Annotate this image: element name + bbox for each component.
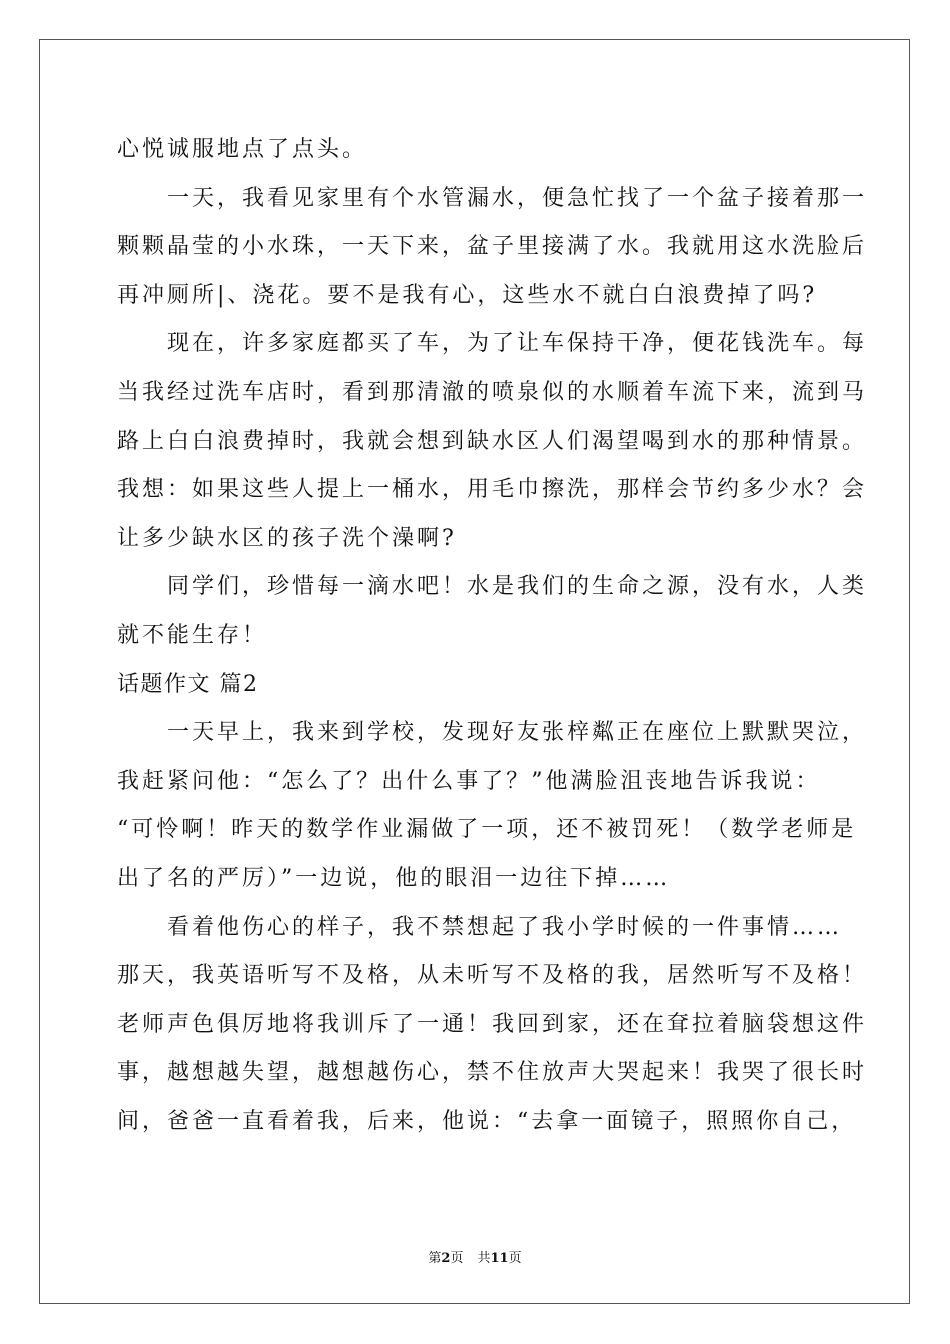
paragraph-start: 看着他伤心的样子，我不禁想起了我小学时候的一件事情…… bbox=[167, 914, 843, 940]
paragraph-start: 同学们，珍惜每一滴水吧！水是我们的生命之源，没有水，人类 bbox=[167, 574, 868, 600]
total-prefix: 共 bbox=[477, 1251, 491, 1266]
page-suffix: 页 bbox=[450, 1251, 464, 1266]
page-footer bbox=[0, 1247, 950, 1266]
text-line: 老师声色俱厉地将我训斥了一通！我回到家，还在耷拉着脑袋想这件 bbox=[117, 1011, 868, 1037]
text-line: 当我经过洗车店时，看到那清澈的喷泉似的水顺着车流下来，流到马 bbox=[117, 379, 868, 405]
text-line: 间，爸爸一直看着我，后来，他说：“去拿一面镜子，照照你自己， bbox=[117, 1108, 857, 1134]
text-line: 我赶紧问他：“怎么了？出什么事了？”他满脸沮丧地告诉我说： bbox=[117, 768, 821, 794]
section-heading: 话题作文 篇2 bbox=[117, 671, 259, 697]
text-line: 再冲厕所|、浇花。要不是我有心，这些水不就白白浪费掉了吗? bbox=[117, 282, 818, 308]
text-line: 事，越想越失望，越想越伤心，禁不住放声大哭起来！我哭了很长时 bbox=[117, 1060, 868, 1086]
text-line: 心悦诚服地点了点头。 bbox=[117, 137, 368, 162]
text-line: “可怜啊！昨天的数学作业漏做了一项，还不被罚死！（数学老师是 bbox=[117, 817, 857, 843]
total-pages: 11 bbox=[490, 1251, 509, 1266]
text-line: 颗颗晶莹的小水珠，一天下来，盆子里接满了水。我就用这水洗脸后 bbox=[117, 234, 868, 260]
paragraph-start: 现在，许多家庭都买了车，为了让车保持干净，便花钱洗车。每 bbox=[167, 331, 868, 357]
page-number: 2 bbox=[441, 1251, 451, 1266]
paragraph-start: 一天早上，我来到学校，发现好友张梓粼正在座位上默默哭泣， bbox=[167, 720, 868, 746]
text-line: 让多少缺水区的孩子洗个澡啊? bbox=[117, 525, 457, 551]
text-line: 那天，我英语听写不及格，从未听写不及格的我，居然听写不及格！ bbox=[117, 963, 868, 989]
text-line: 路上白白浪费掉时，我就会想到缺水区人们渴望喝到水的那种情景。 bbox=[117, 428, 868, 454]
text-line: 就不能生存！ bbox=[117, 622, 268, 648]
document-body bbox=[117, 126, 868, 1146]
text-line: 出了名的严厉）”一边说，他的眼泪一边往下掉…… bbox=[117, 865, 671, 891]
paragraph-start: 一天，我看见家里有个水管漏水，便急忙找了一个盆子接着那一 bbox=[167, 185, 868, 211]
page-prefix: 第 bbox=[428, 1251, 442, 1266]
text-line: 我想：如果这些人提上一桶水，用毛巾擦洗，那样会节约多少水？会 bbox=[117, 477, 868, 503]
total-suffix: 页 bbox=[508, 1251, 522, 1266]
